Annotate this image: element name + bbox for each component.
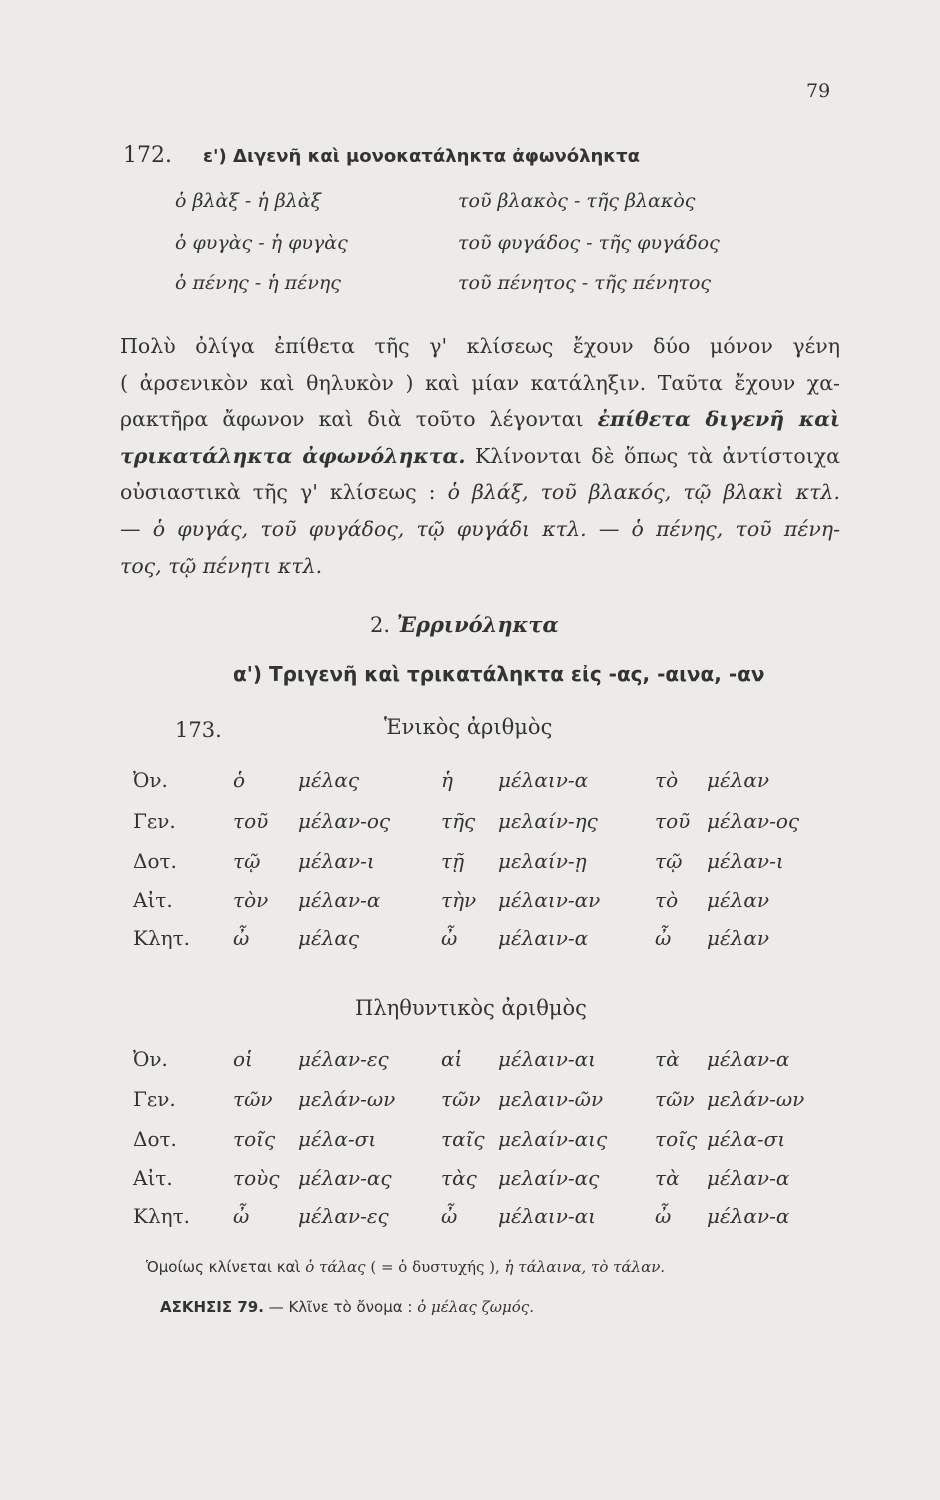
section-heading-number: 2.: [370, 613, 391, 637]
article: τοῖς: [655, 1127, 698, 1151]
exercise-79: [160, 1298, 534, 1316]
masculine-form: μέλαν-ες: [298, 1047, 389, 1071]
masculine-form: μελάν-ων: [298, 1087, 396, 1111]
forms-row-left: ὁ πένης - ἡ πένης: [175, 272, 341, 294]
neuter-form: μέλαν-ι: [707, 849, 784, 873]
masculine-form: μέλαν-ος: [298, 809, 391, 833]
paragraph-text: ρακτῆρα ἄφωνον καὶ διὰ τοῦτο λέγονται: [120, 407, 584, 432]
case-label: Αἰτ.: [133, 1166, 173, 1190]
article: ὦ: [233, 926, 250, 950]
neuter-form: μέλαν-α: [707, 1166, 790, 1190]
feminine-form: μέλαιν-αν: [498, 888, 601, 912]
article: τὰ: [655, 1047, 680, 1071]
neuter-form: μέλαν-α: [707, 1047, 790, 1071]
subheading: α') Τριγενῆ καὶ τρικατάληκτα εἰς -ας, -αινα, -αν: [233, 662, 765, 686]
feminine-form: μελαιν-ῶν: [498, 1087, 604, 1111]
paragraph-line: [120, 474, 840, 511]
section-heading-172: ε') Διγενῆ καὶ μονοκατάληκτα ἀφωνόληκτα: [203, 146, 640, 167]
singular-title: Ἑνικὸς ἀριθμὸς: [384, 715, 553, 739]
paragraph-line: [120, 511, 840, 548]
masculine-form: μέλαν-ας: [298, 1166, 392, 1190]
feminine-form: μελαίν-ας: [498, 1166, 600, 1190]
exercise-italic: ὁ μέλας ζωμός.: [417, 1298, 534, 1316]
article: τῶν: [441, 1087, 481, 1111]
neuter-form: μέλαν-α: [707, 1204, 790, 1228]
article: ὦ: [655, 1204, 672, 1228]
forms-row-left: ὁ βλὰξ - ἡ βλὰξ: [175, 190, 322, 212]
article: ταῖς: [441, 1127, 485, 1151]
section-number-173: 173.: [175, 718, 222, 742]
section-number-172: 172.: [123, 143, 172, 168]
article: ὦ: [441, 926, 458, 950]
case-label: Δοτ.: [133, 849, 177, 873]
article: τῷ: [655, 849, 683, 873]
feminine-form: μέλαιν-αι: [498, 1204, 597, 1228]
article: τὸ: [655, 768, 679, 792]
note-italic: ὁ τάλας: [305, 1258, 366, 1276]
feminine-form: μέλαιν-αι: [498, 1047, 597, 1071]
term-bold: ἐπίθετα διγενῆ καὶ: [597, 407, 840, 432]
article: τὸν: [233, 888, 269, 912]
example-italic: ὁ φυγάς, τοῦ φυγάδος, τῷ φυγάδι κτλ.: [152, 516, 587, 541]
note-text: ( = ὁ δυστυχής ),: [370, 1258, 500, 1276]
paragraph-line: [120, 401, 840, 438]
example-italic: ὁ βλάξ, τοῦ βλακός, τῷ βλακὶ κτλ.: [447, 480, 840, 505]
feminine-form: μέλαιν-α: [498, 768, 589, 792]
article: ὁ: [233, 768, 246, 792]
explanation-paragraph: [120, 328, 840, 584]
note-text: Ὁμοίως κλίνεται καὶ: [146, 1258, 301, 1276]
masculine-form: μέλα-σι: [298, 1127, 377, 1151]
paragraph-line: τος, τῷ πένητι κτλ.: [120, 553, 323, 578]
article: τὴν: [441, 888, 477, 912]
article: τὸ: [655, 888, 679, 912]
case-label: Γεν.: [133, 809, 176, 833]
article: τῶν: [233, 1087, 273, 1111]
paragraph-text: οὐσιαστικὰ τῆς γ' κλίσεως :: [120, 480, 436, 505]
declension-note: [146, 1258, 665, 1276]
article: ὦ: [441, 1204, 458, 1228]
paragraph-line: ( ἀρσενικὸν καὶ θηλυκὸν ) καὶ μίαν κατάληξιν. Ταῦτα ἔχουν χα-: [120, 370, 840, 395]
article: τὰ: [655, 1166, 680, 1190]
paragraph-line: Πολὺ ὀλίγα ἐπίθετα τῆς γ' κλίσεως ἔχουν δύο μόνον γένη: [120, 334, 840, 358]
article: ὦ: [233, 1204, 250, 1228]
term-bold: τρικατάληκτα ἀφωνόληκτα.: [120, 443, 466, 468]
article: τοὺς: [233, 1166, 280, 1190]
forms-row-right: τοῦ πένητος - τῆς πένητος: [458, 272, 712, 294]
feminine-form: μελαίν-ῃ: [498, 849, 587, 873]
case-label: Αἰτ.: [133, 888, 173, 912]
article: τῆς: [441, 809, 476, 833]
case-label: Ὀν.: [133, 1047, 168, 1071]
article: τοῖς: [233, 1127, 276, 1151]
masculine-form: μέλαν-α: [298, 888, 381, 912]
paragraph-line: [120, 438, 840, 475]
masculine-form: μέλαν-ι: [298, 849, 375, 873]
case-label: Κλητ.: [133, 926, 191, 950]
forms-row-right: τοῦ φυγάδος - τῆς φυγάδος: [458, 232, 720, 254]
case-label: Ὀν.: [133, 768, 168, 792]
example-italic: ὁ πένης, τοῦ πένη-: [631, 516, 840, 541]
neuter-form: μέλαν: [707, 926, 770, 950]
plural-title: Πληθυντικὸς ἀριθμὸς: [355, 996, 587, 1020]
dash: —: [598, 516, 620, 541]
neuter-form: μέλαν: [707, 768, 770, 792]
article: ὦ: [655, 926, 672, 950]
article: τῶν: [655, 1087, 695, 1111]
neuter-form: μέλα-σι: [707, 1127, 786, 1151]
article: τοῦ: [655, 809, 691, 833]
forms-row-right: τοῦ βλακὸς - τῆς βλακὸς: [458, 190, 696, 212]
case-label: Δοτ.: [133, 1127, 177, 1151]
masculine-form: μέλας: [298, 926, 360, 950]
neuter-form: μέλαν: [707, 888, 770, 912]
exercise-text: — Κλῖνε τὸ ὄνομα :: [268, 1298, 413, 1316]
masculine-form: μέλας: [298, 768, 360, 792]
section-heading-title: Ἐρρινόληκτα: [396, 612, 559, 637]
neuter-form: μελάν-ων: [707, 1087, 805, 1111]
case-label: Γεν.: [133, 1087, 176, 1111]
article: αἱ: [441, 1047, 463, 1071]
article: τοῦ: [233, 809, 269, 833]
dash: —: [120, 516, 141, 541]
section-heading-2: [370, 612, 559, 637]
article: ἡ: [441, 768, 453, 792]
article: τῇ: [441, 849, 465, 873]
feminine-form: μελαίν-αις: [498, 1127, 608, 1151]
case-label: Κλητ.: [133, 1204, 191, 1228]
feminine-form: μελαίν-ης: [498, 809, 598, 833]
page-number: 79: [806, 80, 831, 102]
article: τὰς: [441, 1166, 477, 1190]
exercise-label: ΑΣΚΗΣΙΣ 79.: [160, 1298, 264, 1316]
article: οἱ: [233, 1047, 253, 1071]
forms-row-left: ὁ φυγὰς - ἡ φυγὰς: [175, 232, 348, 254]
masculine-form: μέλαν-ες: [298, 1204, 389, 1228]
note-italic: ἡ τάλαινα, τὸ τάλαν.: [504, 1258, 666, 1276]
feminine-form: μέλαιν-α: [498, 926, 589, 950]
neuter-form: μέλαν-ος: [707, 809, 800, 833]
paragraph-text: Κλίνονται δὲ ὅπως τὰ ἀντίστοιχα: [474, 443, 840, 468]
article: τῷ: [233, 849, 261, 873]
